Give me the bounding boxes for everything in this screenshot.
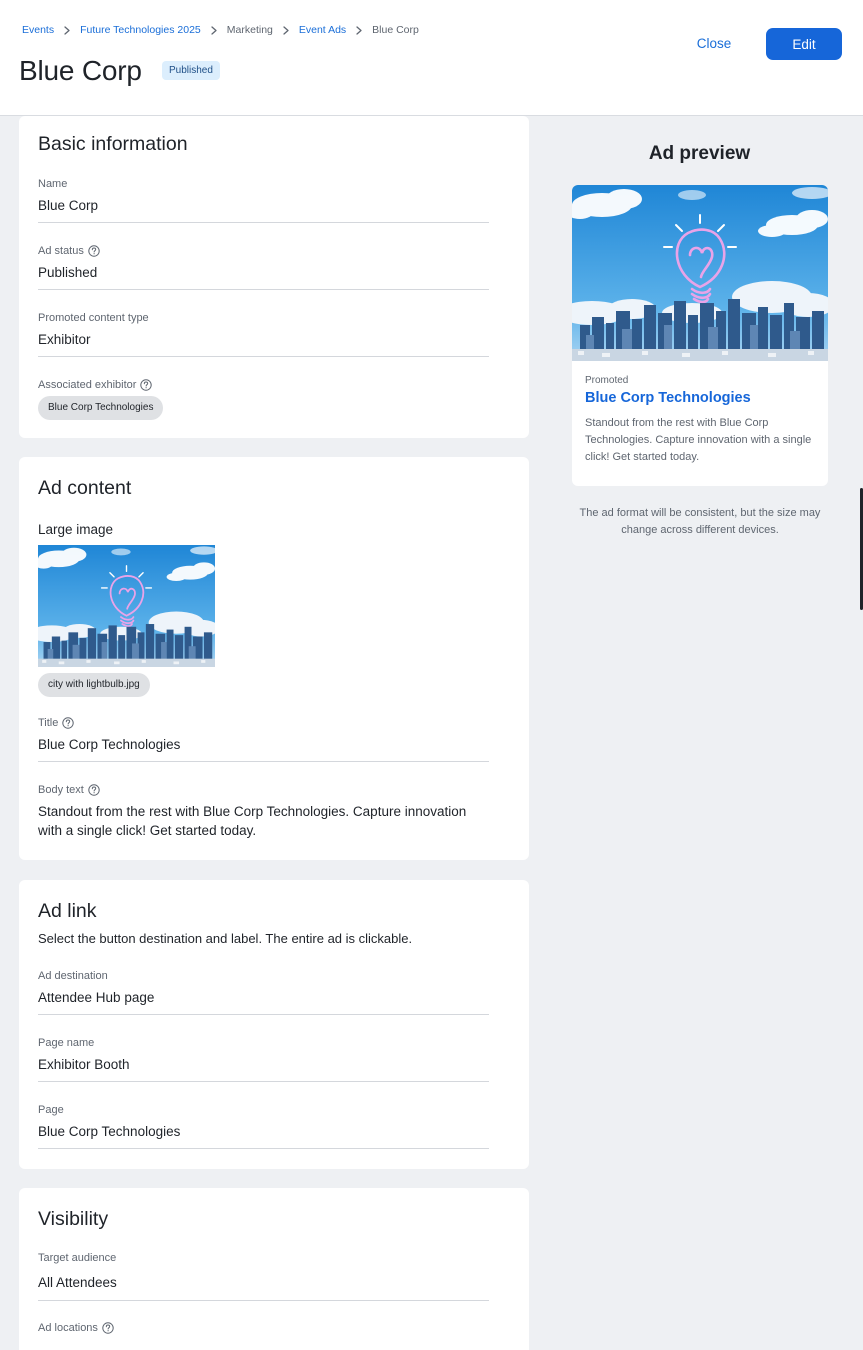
divider: [38, 1081, 489, 1082]
large-image-label: Large image: [38, 522, 114, 537]
card-title: Ad content: [38, 477, 132, 499]
edit-button[interactable]: Edit: [766, 28, 842, 60]
breadcrumb-event-link[interactable]: Future Technologies 2025: [80, 24, 201, 36]
ad-preview-panel: [530, 116, 863, 1350]
field-value: Blue Corp: [38, 198, 99, 213]
divider: [38, 356, 489, 357]
promoted-content-type-field: [38, 311, 489, 349]
field-label: Target audience: [38, 1252, 117, 1264]
ad-preview-card[interactable]: [572, 185, 828, 486]
ad-preview-image: [572, 185, 828, 361]
divider: [38, 1148, 489, 1149]
breadcrumb-current: Blue Corp: [372, 24, 419, 36]
card-title: Basic information: [38, 133, 188, 155]
field-label: Name: [38, 178, 68, 190]
title-field: [38, 716, 489, 754]
large-image-field: [38, 520, 489, 539]
field-label: Page name: [38, 1037, 95, 1049]
large-image-thumbnail: [38, 545, 215, 667]
ad-content-card: [19, 457, 529, 860]
breadcrumb-marketing: Marketing: [226, 24, 273, 36]
field-label: Ad destination: [38, 970, 108, 982]
chevron-right-icon: [279, 24, 293, 36]
breadcrumb-events-link[interactable]: Events: [22, 24, 55, 36]
breadcrumb: [22, 24, 419, 36]
field-label: Promoted content type: [38, 312, 149, 324]
help-circle-icon[interactable]: [88, 784, 100, 796]
help-circle-icon[interactable]: [62, 717, 74, 729]
visibility-card: [19, 1188, 529, 1350]
field-label: Title: [38, 717, 59, 729]
promoted-label: Promoted: [585, 375, 629, 386]
field-value: Blue Corp Technologies: [38, 737, 181, 752]
page-name-field: [38, 1036, 489, 1074]
field-label: Page: [38, 1104, 64, 1116]
field-value: Blue Corp Technologies: [38, 1124, 181, 1139]
breadcrumb-event-ads-link[interactable]: Event Ads: [298, 24, 347, 36]
body-text-field: [38, 783, 489, 840]
help-circle-icon[interactable]: [88, 245, 100, 257]
help-circle-icon[interactable]: [140, 379, 152, 391]
field-value: Exhibitor: [38, 332, 91, 347]
field-value: All Attendees: [38, 1275, 117, 1290]
chevron-right-icon: [60, 24, 74, 36]
field-value: Exhibitor Booth: [38, 1057, 130, 1072]
ad-format-note: The ad format will be consistent, but the size may change across different devices.: [579, 507, 821, 536]
ad-preview-body: Standout from the rest with Blue Corp Technologies. Capture innovation with a single click! Get started today.: [585, 417, 812, 463]
field-value: Attendee Hub page: [38, 990, 155, 1005]
divider: [38, 761, 489, 762]
status-badge: Published: [162, 61, 220, 80]
ad-locations-field: [38, 1321, 489, 1335]
basic-information-card: [19, 116, 529, 438]
ad-preview-heading: Blue Corp Technologies: [585, 390, 751, 406]
field-label: Ad status: [38, 245, 84, 257]
ad-destination-field: [38, 969, 489, 1007]
chevron-right-icon: [207, 24, 221, 36]
ad-status-field: [38, 244, 489, 282]
page-field: [38, 1103, 489, 1141]
field-label: Associated exhibitor: [38, 379, 137, 391]
ad-link-description: Select the button destination and label. The entire ad is clickable.: [38, 931, 413, 946]
target-audience-field: [38, 1251, 489, 1292]
field-label: Ad locations: [38, 1322, 98, 1334]
divider: [38, 289, 489, 290]
card-title: Visibility: [38, 1208, 109, 1230]
divider: [38, 1300, 489, 1301]
ad-preview-title: Ad preview: [648, 143, 751, 164]
image-file-chip: city with lightbulb.jpg: [38, 673, 150, 697]
ad-link-card: [19, 880, 529, 1169]
chevron-right-icon: [352, 24, 366, 36]
page-header: [0, 0, 863, 116]
help-circle-icon[interactable]: [102, 1322, 114, 1334]
card-title: Ad link: [38, 900, 97, 922]
field-value: Standout from the rest with Blue Corp Technologies. Capture innovation with a single click! Get started today.: [38, 804, 467, 838]
divider: [38, 222, 489, 223]
divider: [38, 1014, 489, 1015]
page-title: Blue Corp: [19, 55, 142, 86]
close-button[interactable]: Close: [682, 28, 746, 59]
associated-exhibitor-field: [38, 378, 489, 420]
field-label: Body text: [38, 784, 84, 796]
field-value: Published: [38, 265, 98, 280]
name-field: [38, 177, 489, 215]
exhibitor-chip: Blue Corp Technologies: [38, 396, 163, 420]
